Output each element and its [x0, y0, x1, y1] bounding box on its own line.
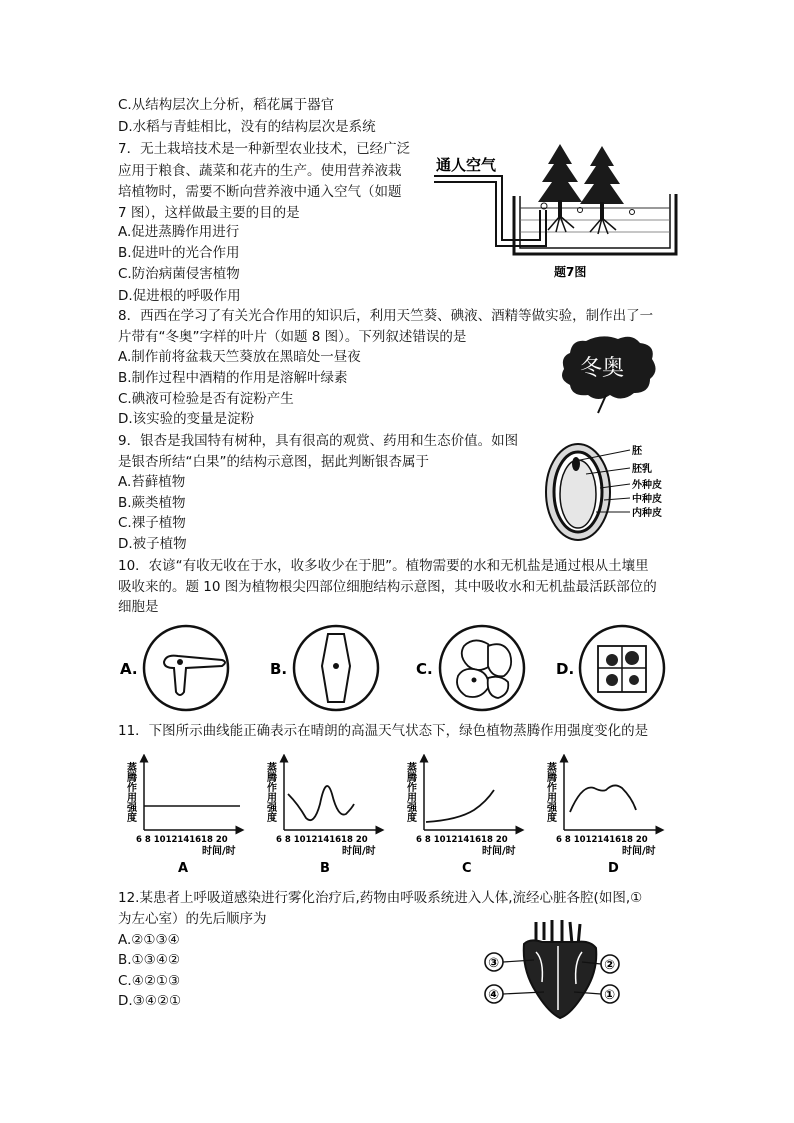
- q9-option-a: A.苔藓植物: [118, 474, 186, 490]
- q11-panel-b: [265, 758, 381, 876]
- q12-label-1: ①: [604, 988, 616, 1003]
- q12-stem-line2: 为左心室）的先后顺序为: [118, 911, 267, 927]
- q11-panel-d: [545, 758, 661, 876]
- q7-stem-line1: 7．无土栽培技术是一种新型农业技术，已经广泛: [118, 141, 411, 157]
- q11-d-ylabel: 蒸腾作用强度: [544, 762, 556, 822]
- q10-label-c: C.: [416, 660, 433, 678]
- q9-ginkgo-seed-figure: [542, 438, 682, 548]
- tree-icon: [580, 146, 624, 234]
- q9-label-endosperm: 胚乳: [632, 464, 652, 475]
- q9-label-embryo: 胚: [632, 446, 642, 457]
- q11-b-ylabel: 蒸腾作用强度: [264, 762, 276, 822]
- q10-root-cells-figure: [118, 622, 678, 714]
- q8-option-d: D.该实验的变量是淀粉: [118, 411, 255, 427]
- q7-figure-caption: 题7图: [554, 265, 587, 279]
- q9-label-middle-seedcoat: 中种皮: [632, 494, 662, 505]
- q11-letter-a: A: [178, 861, 189, 876]
- q9-stem-line2: 是银杏所结“白果”的结构示意图，据此判断银杏属于: [118, 454, 429, 470]
- q11-letter-b: B: [320, 861, 330, 876]
- q12-label-3: ③: [488, 956, 500, 971]
- q6-option-d: D.水稻与青蛙相比，没有的结构层次是系统: [118, 119, 376, 135]
- q11-b-ticks: 6 8 1012141618 20: [276, 835, 368, 845]
- q11-c-ylabel: 蒸腾作用强度: [404, 762, 416, 822]
- q11-stem: 11．下图所示曲线能正确表示在晴朗的高温天气状态下，绿色植物蒸腾作用强度变化的是: [118, 723, 649, 739]
- q11-letter-c: C: [462, 861, 472, 876]
- q9-label-inner-seedcoat: 内种皮: [632, 508, 662, 519]
- heart-icon: [524, 940, 597, 1018]
- q11-panel-c: [405, 758, 521, 876]
- q10-stem-line3: 细胞是: [118, 599, 159, 615]
- q8-option-a: A.制作前将盆栽天竺葵放在黑暗处一昼夜: [118, 349, 361, 365]
- q11-c-xlabel: 时间/时: [482, 846, 516, 857]
- q12-stem-line1: 12.某患者上呼吸道感染进行雾化治疗后,药物由呼吸系统进入人体,流经心脏各腔(如图,①: [118, 890, 643, 906]
- q11-curves-figure: [118, 754, 678, 876]
- q10-label-b: B.: [270, 660, 288, 678]
- q6-option-c: C.从结构层次上分析，稻花属于器官: [118, 97, 335, 113]
- q12-label-4: ④: [488, 988, 500, 1003]
- q10-stem-line1: 10．农谚“有收无收在于水，收多收少在于肥”。植物需要的水和无机盐是通过根从土壤里: [118, 558, 649, 574]
- q9-label-outer-seedcoat: 外种皮: [632, 480, 662, 491]
- q12-label-2: ②: [604, 958, 616, 973]
- q7-option-a: A.促进蒸腾作用进行: [118, 224, 240, 240]
- q12-option-a: A.②①③④: [118, 932, 180, 948]
- q11-panel-a: [125, 758, 241, 876]
- q8-stem-line2: 片带有“冬奥”字样的叶片（如题 8 图）。下列叙述错误的是: [118, 329, 467, 345]
- q9-option-b: B.蕨类植物: [118, 495, 186, 511]
- q7-stem-line4: 7 图），这样做最主要的目的是: [118, 205, 300, 221]
- q12-option-b: B.①③④②: [118, 952, 180, 968]
- q11-b-xlabel: 时间/时: [342, 846, 376, 857]
- q7-hydroponics-figure: [430, 136, 678, 282]
- q7-option-c: C.防治病菌侵害植物: [118, 266, 240, 282]
- q8-leaf-figure: [558, 333, 662, 415]
- q11-d-ticks: 6 8 1012141618 20: [556, 835, 648, 845]
- q7-stem-line3: 培植物时，需要不断向营养液中通入空气（如题: [118, 184, 402, 200]
- q9-option-d: D.被子植物: [118, 536, 187, 552]
- q7-option-b: B.促进叶的光合作用: [118, 245, 240, 261]
- q11-a-xlabel: 时间/时: [202, 846, 236, 857]
- q11-c-ticks: 6 8 1012141618 20: [416, 835, 508, 845]
- q12-option-d: D.③④②①: [118, 993, 182, 1009]
- q7-option-d: D.促进根的呼吸作用: [118, 288, 241, 304]
- q11-a-ylabel: 蒸腾作用强度: [124, 762, 136, 822]
- q10-label-d: D.: [556, 660, 575, 678]
- q9-option-c: C.裸子植物: [118, 515, 186, 531]
- q9-stem-line1: 9．银杏是我国特有树种，具有很高的观赏、药用和生态价值。如图: [118, 433, 519, 449]
- q8-stem-line1: 8．西西在学习了有关光合作用的知识后，利用天竺葵、碘液、酒精等做实验，制作出了一: [118, 308, 654, 324]
- tree-icon: [538, 144, 582, 232]
- q8-leaf-text: 冬奥: [580, 356, 625, 381]
- q8-option-b: B.制作过程中酒精的作用是溶解叶绿素: [118, 370, 348, 386]
- q12-heart-figure: [478, 920, 638, 1020]
- q10-stem-line2: 吸收来的。题 10 图为植物根尖四部位细胞结构示意图，其中吸收水和无机盐最活跃部位的: [118, 579, 657, 595]
- q11-letter-d: D: [608, 861, 619, 876]
- q7-stem-line2: 应用于粮食、蔬菜和花卉的生产。使用营养液栽: [118, 163, 402, 179]
- q10-label-a: A.: [120, 660, 138, 678]
- q11-d-xlabel: 时间/时: [622, 846, 656, 857]
- q12-option-c: C.④②①③: [118, 973, 181, 989]
- q11-a-ticks: 6 8 1012141618 20: [136, 835, 228, 845]
- q7-air-label: 通人空气: [436, 156, 497, 174]
- q8-option-c: C.碘液可检验是否有淀粉产生: [118, 391, 294, 407]
